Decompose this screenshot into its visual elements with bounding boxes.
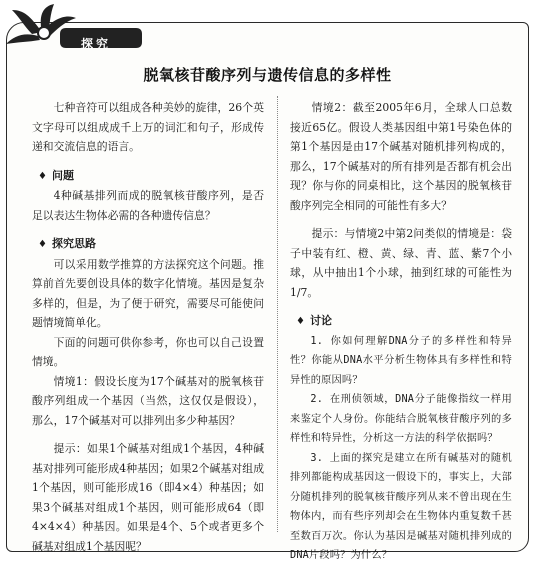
column-divider bbox=[277, 96, 278, 532]
discussion-item-3: 3. 上面的探究是建立在所有碱基对的随机排列都能构成基因这一假设下的，事实上，大部分随机排列的脱氧核苷酸序列从来不曾出现在生物体内，而有些序列却会在生物体内重复数千甚至数百万次。你认为基因是碱基对随机排列成的DNA片段吗？为什么？ bbox=[290, 452, 512, 561]
drop-bullet-icon: ♦ bbox=[38, 170, 47, 182]
discussion-heading: ♦ 讨论 bbox=[296, 311, 512, 332]
intro-paragraph: 七种音符可以组成各种美妙的旋律，26个英文字母可以组成成千上万的词汇和句子，形成传递和交流信息的语言。 bbox=[32, 101, 264, 153]
page-title: 脱氧核苷酸序列与遗传信息的多样性 bbox=[143, 66, 392, 84]
hint-2: 提示：与情境2中第2问类似的情境是：袋子中装有红、橙、黄、绿、青、蓝、紫7个小球，从中抽出1个小球，抽到红球的可能性为1/7。 bbox=[290, 227, 512, 299]
right-column bbox=[290, 98, 512, 566]
question-text: 4种碱基排列而成的脱氧核苷酸序列，是否足以表达生物体必需的各种遗传信息？ bbox=[32, 189, 264, 222]
scenario-2: 情境2：截至2005年6月，全球人口总数接近65亿。假设人类基因组中第1号染色体的第1个基因是由17个碱基对随机排列构成的，那么，17个碱基对的所有排列是否都有机会出现？你与你的同桌相比，这个基因的脱氧核苷酸序列完全相同的可能性有多大？ bbox=[290, 101, 512, 212]
approach-heading: ♦ 探究思路 bbox=[38, 234, 264, 255]
question-heading: ♦ 问题 bbox=[38, 166, 264, 187]
approach-text: 可以采用数学推算的方法探究这个问题。推算前首先要创设具体的数字化情境。基因是复杂多样的，但是，为了便于研究，需要尽可能使问题情境简单化。 bbox=[32, 257, 264, 329]
discussion-item-1: 1. 你如何理解DNA分子的多样性和特异性？你能从DNA水平分析生物体具有多样性和特异性的原因吗？ bbox=[290, 335, 512, 386]
approach-text-2: 下面的问题可供你参考，你也可以自己设置情境。 bbox=[32, 335, 264, 368]
badge-label: 探究 bbox=[81, 37, 112, 51]
flower-emblem-icon bbox=[2, 2, 150, 48]
drop-bullet-icon: ♦ bbox=[38, 239, 47, 250]
drop-bullet-icon: ♦ bbox=[296, 316, 305, 327]
discussion-item-2: 2. 在刑侦领域，DNA分子能像指纹一样用来鉴定个人身份。你能结合脱氧核苷酸序列的多样性和特异性，分析这一方法的科学依据吗？ bbox=[290, 394, 512, 444]
scenario-1: 情境1：假设长度为17个碱基对的脱氧核苷酸序列组成一个基因（当然，这仅仅是假设），那么，17个碱基对可以排列出多少种基因？ bbox=[32, 374, 264, 427]
left-column bbox=[32, 98, 264, 556]
hint-1: 提示：如果1个碱基对组成1个基因，4种碱基对排列可能形成4种基因；如果2个碱基对组成1个基因，则可能形成16（即4×4）种基因；如果3个碱基对组成1个基因，则可能形成64（即4×4×4）种基因。如果是4个、5个或者更多个碱基对组成1个基因呢？ bbox=[32, 442, 264, 553]
explore-badge bbox=[2, 2, 150, 51]
